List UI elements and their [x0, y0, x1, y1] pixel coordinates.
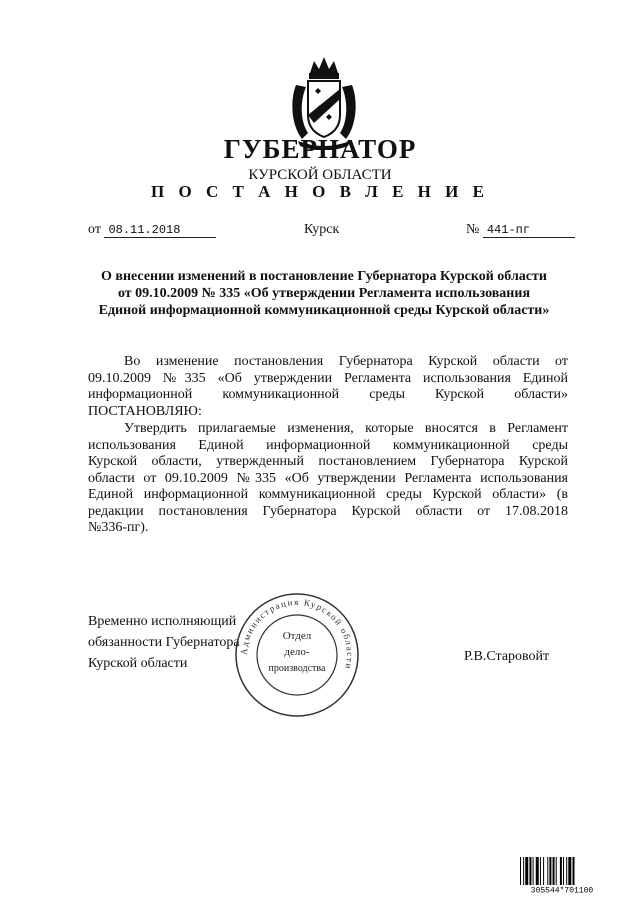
date-value: 08.11.2018: [104, 223, 216, 238]
decree-title: П О С Т А Н О В Л Е Н И Е: [151, 182, 489, 201]
stamp-center-line: Отдел: [282, 630, 312, 642]
body-line: области от 09.10.2009 №335 «Об утверждении Регламента использования: [88, 470, 568, 486]
body-line: Во изменение постановления Губернатора Курской области от: [124, 354, 568, 369]
stamp-center-line: производства: [268, 663, 326, 674]
subject-line: Единой информационной коммуникационной среды Курской области»: [98, 303, 550, 318]
body-line: Курской области, утвержденный постановлением Губернатора Курской: [88, 454, 568, 469]
barcode-number: 305544*701100: [530, 886, 594, 894]
signature-position-line: Курской области: [88, 656, 188, 671]
stamp-center-line: дело-: [284, 646, 310, 658]
body-paragraph-2: [88, 421, 568, 537]
decree-subject: [80, 268, 568, 319]
signature-position-line: обязанности Губернатора: [88, 635, 240, 650]
subject-line: О внесении изменений в постановление Губернатора Курской области: [101, 269, 547, 284]
number-prefix: №: [466, 222, 480, 237]
body-line: Утвердить прилагаемые изменения, которые вносятся в Регламент: [124, 421, 568, 436]
barcode: [519, 856, 605, 894]
body-line: 09.10.2009 №335 «Об утверждении Регламента использования Единой: [88, 370, 568, 386]
number-value: 441-пг: [483, 223, 575, 238]
date-prefix: от: [88, 222, 101, 237]
body-line: редакции постановления Губернатора Курской области от 17.08.2018: [88, 503, 568, 519]
date-field: [88, 222, 216, 238]
signature-position-line: Временно исполняющий: [88, 614, 237, 629]
number-field: [466, 222, 575, 238]
body-line: ПОСТАНОВЛЯЮ:: [88, 403, 202, 419]
body-line: Единой информационной коммуникационной среды Курской области» (в: [88, 487, 568, 502]
signer-name: Р.В.Старовойт: [464, 649, 550, 664]
body-paragraph-1: [88, 354, 568, 420]
governor-title: ГУБЕРНАТОР: [223, 134, 417, 164]
city-label: Курск: [304, 222, 340, 237]
signature-block: [88, 611, 240, 674]
region-title: КУРСКОЙ ОБЛАСТИ: [248, 167, 392, 183]
body-line: №336-пг).: [88, 520, 149, 535]
subject-line: от 09.10.2009 № 335 «Об утверждении Регламента использования: [117, 286, 531, 301]
official-stamp: [233, 591, 361, 719]
stamp-ring-text: Администрация Курской области: [238, 596, 356, 672]
body-line: использования Единой информационной коммуникационной среды: [88, 437, 568, 453]
body-line: информационной коммуникационной среды Курской области»: [88, 387, 568, 402]
